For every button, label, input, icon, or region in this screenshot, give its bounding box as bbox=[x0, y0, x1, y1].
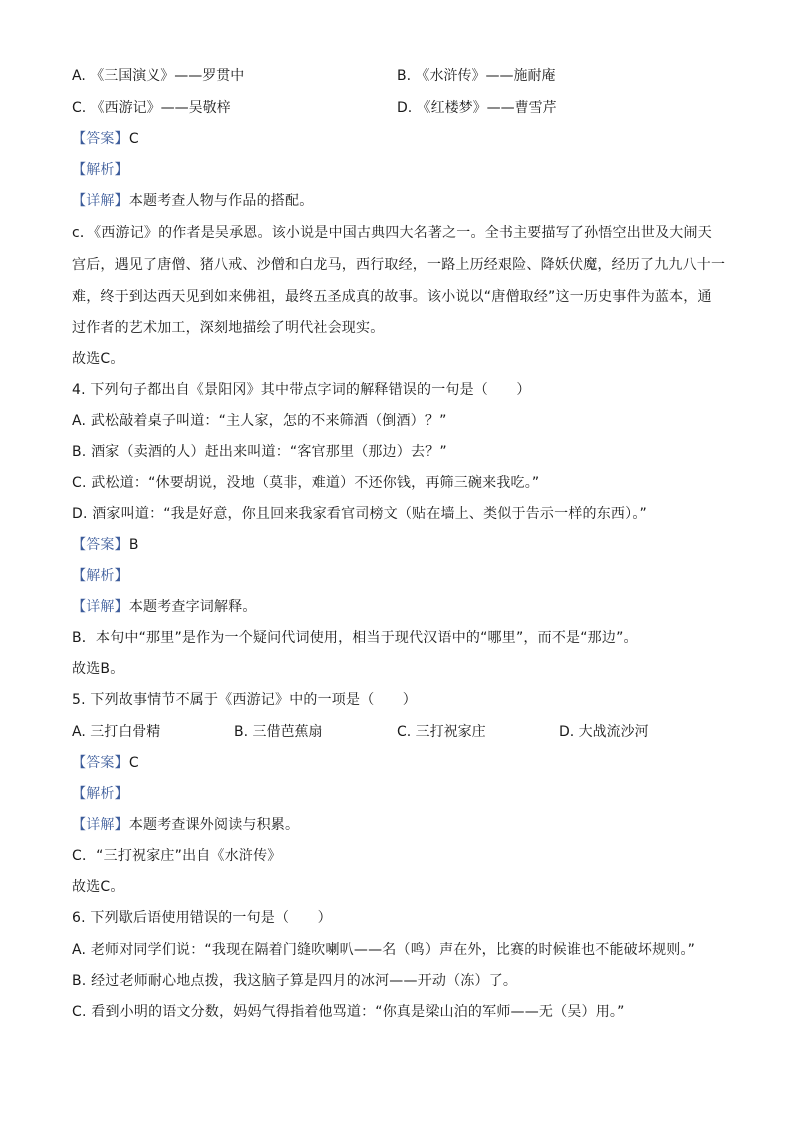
q3-detail-line-4: 过作者的艺术加工，深刻地描绘了明代社会现实。 bbox=[72, 320, 385, 336]
q4-stem: 4. 下列句子都出自《景阳冈》其中带点字词的解释错误的一句是（ ） bbox=[72, 382, 531, 398]
detail-text: 本题考查人物与作品的搭配。 bbox=[128, 193, 314, 209]
q3-option-c: C. 《西游记》——吴敬梓 bbox=[72, 100, 231, 116]
q4-conclusion: 故选B。 bbox=[72, 661, 125, 677]
q3-analysis-heading: 【解析】 bbox=[72, 162, 129, 178]
q5-conclusion: 故选C。 bbox=[72, 879, 125, 895]
q5-explain: C．“三打祝家庄”出自《水浒传》 bbox=[72, 848, 282, 864]
q4-analysis-heading: 【解析】 bbox=[72, 568, 129, 584]
q4-detail bbox=[72, 597, 257, 617]
detail-text: 本题考查课外阅读与积累。 bbox=[128, 817, 300, 833]
q6-option-c: C. 看到小明的语文分数，妈妈气得指着他骂道：“你真是梁山泊的军师——无（吴）用。” bbox=[72, 1004, 625, 1020]
q4-option-a: A. 武松敲着桌子叫道：“主人家，怎的不来筛酒（倒酒）？” bbox=[72, 413, 447, 429]
answer-value: C bbox=[128, 131, 139, 147]
q6-option-a: A. 老师对同学们说：“我现在隔着门缝吹喇叭——名（鸣）声在外，比赛的时候谁也不能破坏规则。” bbox=[72, 942, 696, 958]
answer-value: B bbox=[128, 537, 139, 553]
detail-tag: 【详解】 bbox=[72, 599, 129, 615]
q6-stem: 6. 下列歇后语使用错误的一句是（ ） bbox=[72, 910, 332, 926]
q5-detail bbox=[72, 815, 299, 835]
q5-option-a: A. 三打白骨精 bbox=[72, 724, 161, 740]
q5-analysis-heading: 【解析】 bbox=[72, 786, 129, 802]
q5-option-c: C. 三打祝家庄 bbox=[397, 724, 486, 740]
q3-detail bbox=[72, 191, 313, 211]
q3-conclusion: 故选C。 bbox=[72, 351, 125, 367]
q3-detail-line-2: 宫后，遇见了唐僧、猪八戒、沙僧和白龙马，西行取经，一路上历经艰险、降妖伏魔，经历了九九八十一 bbox=[72, 257, 726, 273]
q5-answer bbox=[72, 753, 139, 773]
answer-tag: 【答案】 bbox=[72, 537, 129, 553]
q4-option-b: B. 酒家（卖酒的人）赶出来叫道：“客官那里（那边）去？” bbox=[72, 444, 447, 460]
answer-tag: 【答案】 bbox=[72, 755, 129, 771]
q3-detail-line-3: 难，终于到达西天见到如来佛祖，最终五圣成真的故事。该小说以“唐僧取经”这一历史事件为蓝本，通 bbox=[72, 289, 712, 305]
q4-option-d: D. 酒家叫道：“我是好意，你且回来我家看官司榜文（贴在墙上、类似于告示一样的东西）。” bbox=[72, 506, 647, 522]
detail-tag: 【详解】 bbox=[72, 193, 129, 209]
q4-explain: B．本句中“那里”是作为一个疑问代词使用，相当于现代汉语中的“哪里”，而不是“那边”。 bbox=[72, 630, 638, 646]
q3-option-d: D. 《红楼梦》——曹雪芹 bbox=[397, 100, 557, 116]
q5-stem: 5. 下列故事情节不属于《西游记》中的一项是（ ） bbox=[72, 692, 418, 708]
q4-option-c: C. 武松道：“休要胡说，没地（莫非，难道）不还你钱，再筛三碗来我吃。” bbox=[72, 475, 540, 491]
q3-option-b: B. 《水浒传》——施耐庵 bbox=[397, 68, 556, 84]
q5-option-b: B. 三借芭蕉扇 bbox=[234, 724, 323, 740]
q3-detail-line-1: c．《西游记》的作者是吴承恩。该小说是中国古典四大名著之一。全书主要描写了孙悟空出世及大闹天 bbox=[72, 225, 712, 241]
q3-answer bbox=[72, 129, 139, 149]
q4-answer bbox=[72, 535, 139, 555]
detail-text: 本题考查字词解释。 bbox=[128, 599, 257, 615]
answer-tag: 【答案】 bbox=[72, 131, 129, 147]
answer-value: C bbox=[128, 755, 139, 771]
q3-option-a: A. 《三国演义》——罗贯中 bbox=[72, 68, 245, 84]
q5-option-d: D. 大战流沙河 bbox=[559, 724, 649, 740]
q6-option-b: B. 经过老师耐心地点拨，我这脑子算是四月的冰河——开动（冻）了。 bbox=[72, 973, 518, 989]
detail-tag: 【详解】 bbox=[72, 817, 129, 833]
